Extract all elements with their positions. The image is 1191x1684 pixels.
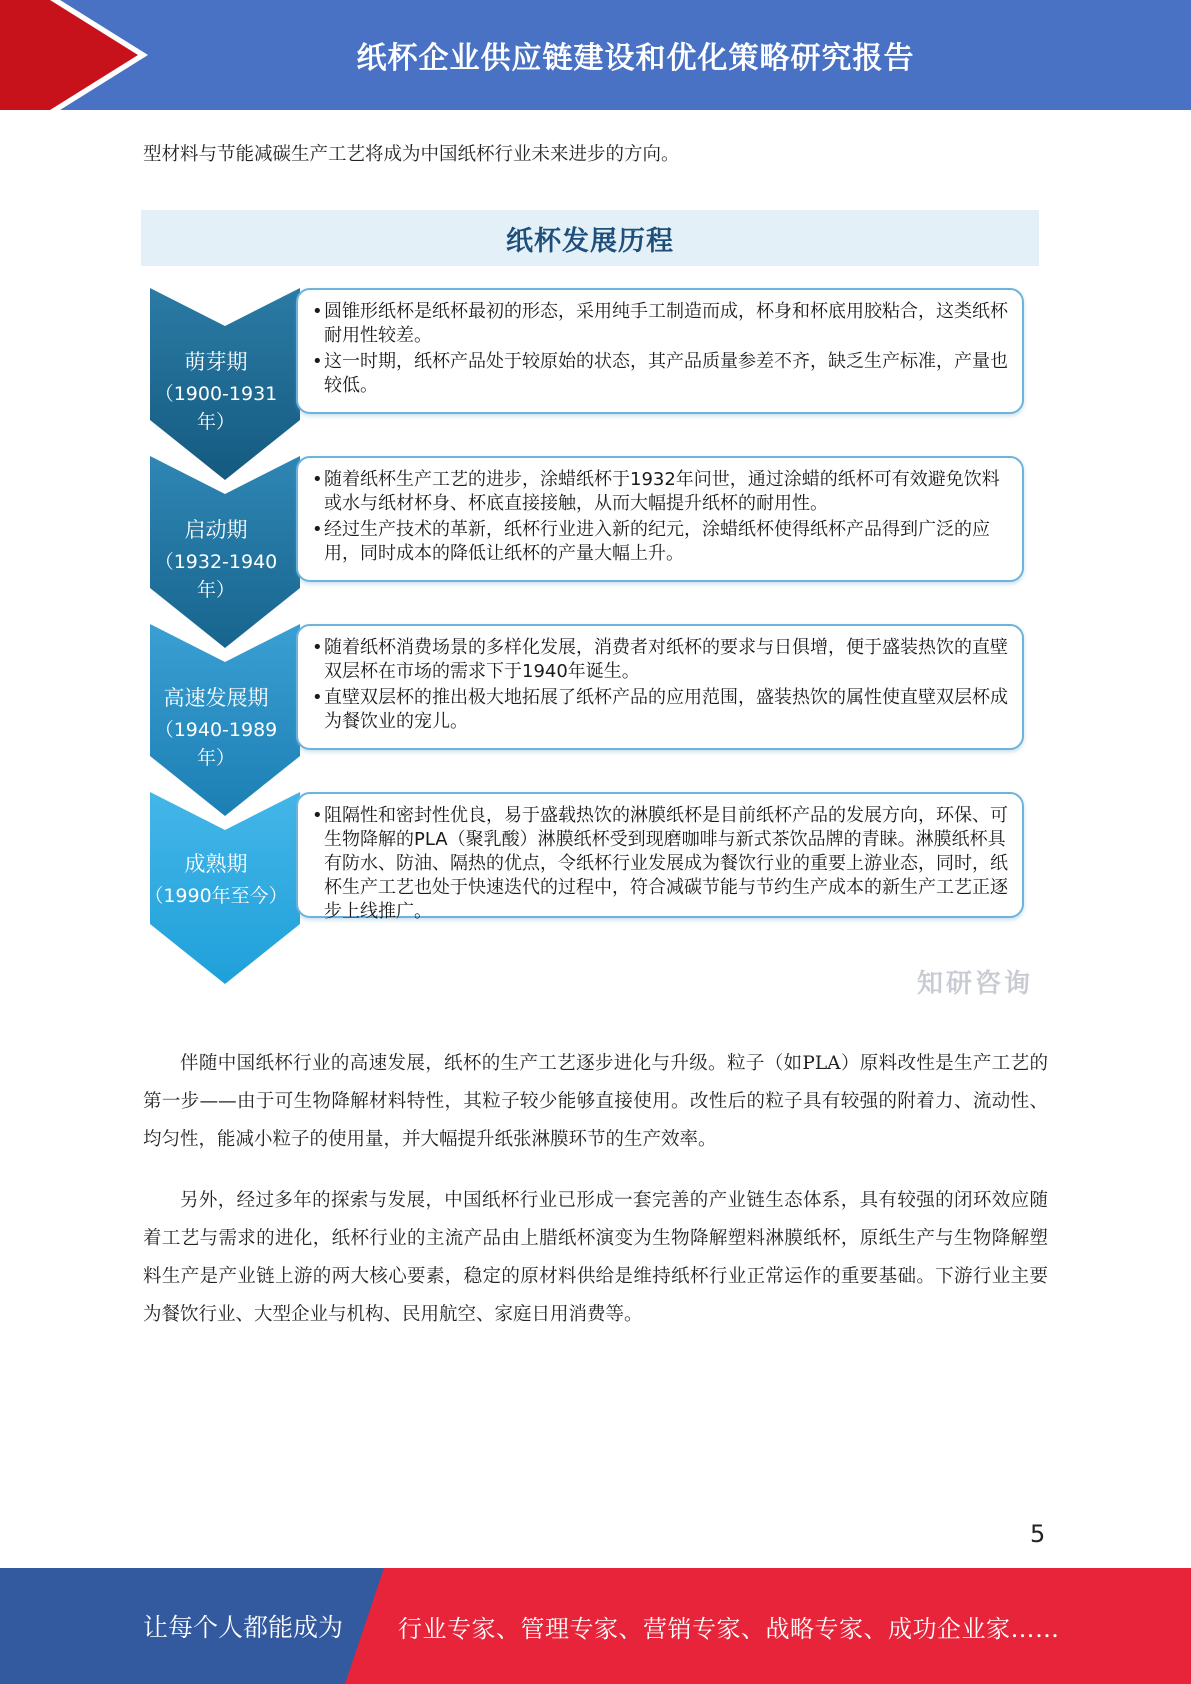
intro-line: 型材料与节能减碳生产工艺将成为中国纸杯行业未来进步的方向。	[143, 144, 680, 165]
body-paragraph-2: 另外，经过多年的探索与发展，中国纸杯行业已形成一套完善的产业链生态体系，具有较强的闭环效应随着工艺与需求的进化，纸杯行业的主流产品由上腊纸杯演变为生物降解塑料淋膜纸杯，原纸生产与生物降解塑料生产是产业链上游的两大核心要素，稳定的原材料供给是维持纸杯行业正常运作的重要基础。下游行业主要为餐饮行业、大型企业与机构、民用航空、家庭日用消费等。	[143, 1190, 1048, 1325]
stage-name: 成熟期	[184, 852, 248, 876]
stage-bullet: • 随着纸杯消费场景的多样化发展，消费者对纸杯的要求与日俱增，便于盛装热饮的直壁双层杯在市场的需求下于1940年诞生。	[312, 636, 1008, 684]
stage-years: （1900-1931年）	[154, 383, 278, 433]
stage-bullet: • 这一时期，纸杯产品处于较原始的状态，其产品质量参差不齐，缺乏生产标准，产量也较低。	[312, 350, 1008, 398]
stage-bullet: • 随着纸杯生产工艺的进步，涂蜡纸杯于1932年问世，通过涂蜡的纸杯可有效避免饮料或水与纸材杯身、杯底直接接触，从而大幅提升纸杯的耐用性。	[312, 468, 1008, 516]
stage-1-label	[141, 348, 291, 436]
footer-slogan-left: 让每个人都能成为	[143, 1613, 344, 1642]
development-timeline-figure	[141, 210, 1039, 1000]
stage-bullet: • 直壁双层杯的推出极大地拓展了纸杯产品的应用范围，盛装热饮的属性使直壁双层杯成为餐饮业的宠儿。	[312, 686, 1008, 734]
stage-3-label	[141, 684, 291, 772]
stage-years: （1932-1940年）	[154, 551, 278, 601]
stage-name: 萌芽期	[184, 350, 248, 374]
stage-2-description	[296, 456, 1024, 582]
stage-bullet: • 圆锥形纸杯是纸杯最初的形态，采用纯手工制造而成，杯身和杯底用胶粘合，这类纸杯耐用性较差。	[312, 300, 1008, 348]
stage-4-description	[296, 792, 1024, 922]
stage-bullet: • 阻隔性和密封性优良，易于盛载热饮的淋膜纸杯是目前纸杯产品的发展方向，环保、可生物降解的PLA（聚乳酸）淋膜纸杯受到现磨咖啡与新式茶饮品牌的青睐。淋膜纸杯具有防水、防油、隔热的优点，令纸杯行业发展成为餐饮行业的重要上游业态，同时，纸杯生产工艺也处于快速迭代的过程中，符合减碳节能与节约生产成本的新生产工艺正逐步上线推广。	[312, 804, 1008, 924]
stage-years: （1990年至今）	[144, 885, 288, 907]
stage-name: 启动期	[184, 518, 248, 542]
body-paragraph-1: 伴随中国纸杯行业的高速发展，纸杯的生产工艺逐步进化与升级。粒子（如PLA）原料改性是生产工艺的第一步——由于可生物降解材料特性，其粒子较少能够直接使用。改性后的粒子具有较强的附着力、流动性、均匀性，能减小粒子的使用量，并大幅提升纸张淋膜环节的生产效率。	[143, 1053, 1048, 1150]
page-number: 5	[1030, 1520, 1046, 1548]
footer-slogan-right: 行业专家、管理专家、营销专家、战略专家、成功企业家……	[398, 1614, 1060, 1643]
report-title: 纸杯企业供应链建设和优化策略研究报告	[356, 41, 915, 76]
page-header	[0, 0, 1191, 110]
stage-1-description	[296, 288, 1024, 414]
stage-2-label	[141, 516, 291, 604]
figure-title: 纸杯发展历程	[141, 210, 1039, 266]
stage-3-description	[296, 624, 1024, 750]
watermark-logo: 知研咨询	[916, 969, 1033, 999]
stage-bullet: • 经过生产技术的革新，纸杯行业进入新的纪元，涂蜡纸杯使得纸杯产品得到广泛的应用，同时成本的降低让纸杯的产量大幅上升。	[312, 518, 1008, 566]
stage-name: 高速发展期	[163, 686, 269, 710]
stage-years: （1940-1989年）	[154, 719, 278, 769]
stage-4-label	[141, 850, 291, 910]
page-footer	[0, 1568, 1191, 1684]
